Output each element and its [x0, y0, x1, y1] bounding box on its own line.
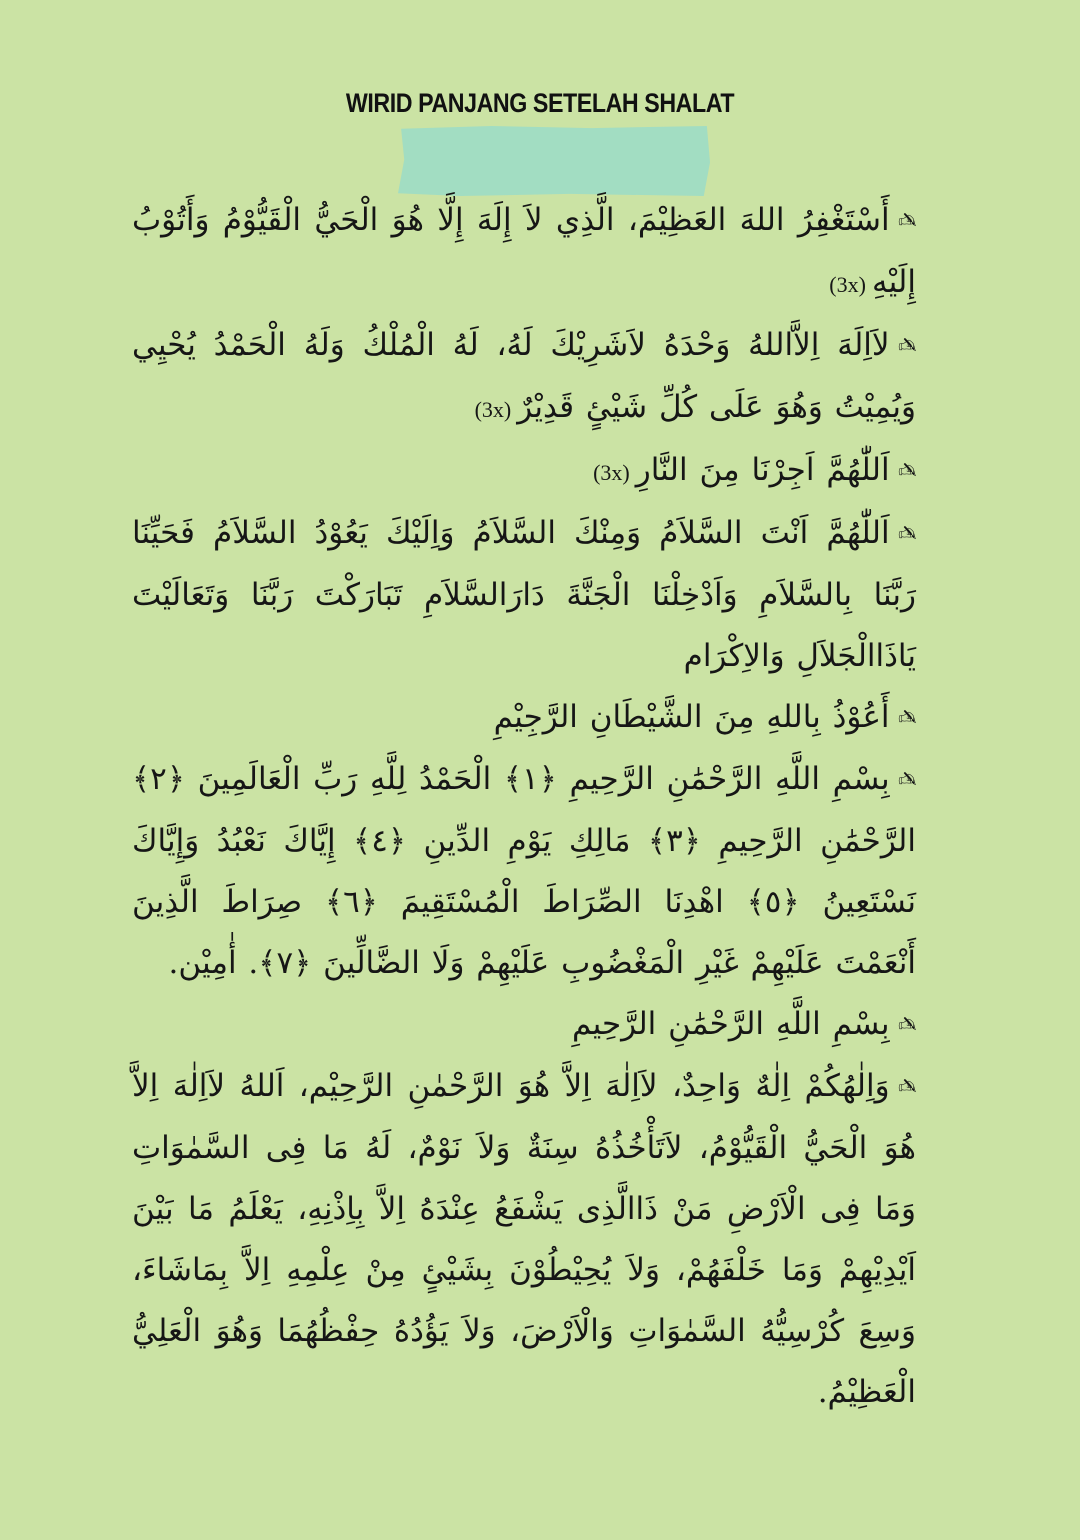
wirid-entry — [132, 1056, 916, 1423]
wirid-entry — [132, 994, 916, 1056]
arabic-text: أَسْتَغْفِرُ اللهَ العَظِيْمَ، الَّذِي لاَ إِلَهَ إِلَّا هُوَ الْحَيُّ الْقَيُّوْمُ وَأَتُوْبُ إِلَيْهِ — [132, 202, 916, 300]
wirid-list — [132, 190, 916, 1423]
writing-hand-icon: ✍ — [897, 334, 916, 359]
arabic-text: بِسْمِ اللَّهِ الرَّحْمَٰنِ الرَّحِيمِ ﴿١﴾ الْحَمْدُ لِلَّهِ رَبِّ الْعَالَمِينَ ﴿٢﴾ الرَّحْمَٰنِ الرَّحِيمِ ﴿٣﴾ مَالِكِ يَوْمِ الدِّينِ ﴿٤﴾ إِيَّاكَ نَعْبُدُ وَإِيَّاكَ نَسْتَعِينُ ﴿٥﴾ اهْدِنَا الصِّرَاطَ الْمُسْتَقِيمَ ﴿٦﴾ صِرَاطَ الَّذِينَ أَنْعَمْتَ عَلَيْهِمْ غَيْرِ الْمَغْضُوبِ عَلَيْهِمْ وَلَا الضَّالِّينَ ﴿٧﴾. أٰمِيْن. — [132, 761, 916, 981]
wirid-entry — [132, 687, 916, 749]
wirid-entry — [132, 749, 916, 994]
writing-hand-icon: ✍ — [897, 768, 917, 793]
repeat-count: (3x) — [829, 272, 866, 297]
page-title: WIRID PANJANG SETELAH SHALAT — [345, 88, 735, 118]
wirid-entry — [132, 315, 916, 440]
arabic-text: أَعُوْذُ بِاللهِ مِنَ الشَّيْطَانِ الرَّجِيْمِ — [493, 699, 890, 735]
repeat-count: (3x) — [474, 397, 512, 422]
arabic-text: لاَاِلَهَ اِلاَّاللهُ وَحْدَهُ لاَشَرِيْكَ لَهُ، لَهُ الْمُلْكُ وَلَهُ الْحَمْدُ يُحْيِي وَيُمِيْتُ وَهُوَ عَلَى كُلِّ شَيْئٍ قَدِيْرٌ — [132, 327, 916, 425]
arabic-text: اَللّٰهُمَّ اَنْتَ السَّلاَمُ وَمِنْكَ السَّلاَمُ وَاِلَيْكَ يَعُوْدُ السَّلاَمُ فَحَيِّنَا رَبَّنَا بِالسَّلاَمِ وَاَدْخِلْنَا الْجَنَّةَ دَارَالسَّلاَمِ تَبَارَكْتَ رَبَّنَا وَتَعَالَيْتَ يَاذَاالْجَلاَلِ وَالاِكْرَام — [132, 515, 916, 674]
writing-hand-icon: ✍ — [897, 706, 916, 731]
writing-hand-icon: ✍ — [897, 459, 916, 484]
arabic-text: وَاِلٰهُكُمْ اِلٰهٌ وَاحِدٌ، لاَاِلٰهَ اِلاَّ هُوَ الرَّحْمٰنِ الرَّحِيْم، اَللهُ لاَاِلٰهَ اِلاَّ هُوَ الْحَيُّ الْقَيُّوْمُ، لاَتَأْخُذُهُ سِنَةٌ وَلاَ نَوْمٌ، لَهُ مَا فِى السَّمٰوَاتِ وَمَا فِى الْاَرْضِ مَنْ ذَاالَّذِى يَشْفَعُ عِنْدَهُ اِلاَّ بِاِذْنِهِ، يَعْلَمُ مَا بَيْنَ اَيْدِيْهِمْ وَمَا خَلْفَهُمْ، وَلاَ يُحِيْطُوْنَ بِشَيْئٍ مِنْ عِلْمِهِ اِلاَّ بِمَاشَاءَ، وَسِعَ كُرْسِيُّهُ السَّمٰوَاتِ وَالْاَرْضَ، وَلاَ يَؤُدُهُ حِفْظُهُمَا وَهُوَ الْعَلِيُّ الْعَظِيْمُ. — [132, 1068, 916, 1410]
writing-hand-icon: ✍ — [897, 1013, 916, 1038]
repeat-count: (3x) — [593, 460, 630, 485]
decorative-tape — [398, 126, 710, 196]
arabic-text: بِسْمِ اللَّهِ الرَّحْمَٰنِ الرَّحِيمِ — [571, 1006, 890, 1042]
wirid-entry — [132, 190, 916, 315]
writing-hand-icon: ✍ — [897, 209, 916, 234]
wirid-entry — [132, 440, 916, 503]
writing-hand-icon: ✍ — [897, 1075, 916, 1100]
arabic-text: اَللّٰهُمَّ اَجِرْنَا مِنَ النَّارِ — [635, 452, 890, 488]
writing-hand-icon: ✍ — [897, 522, 916, 547]
wirid-entry — [132, 503, 916, 687]
